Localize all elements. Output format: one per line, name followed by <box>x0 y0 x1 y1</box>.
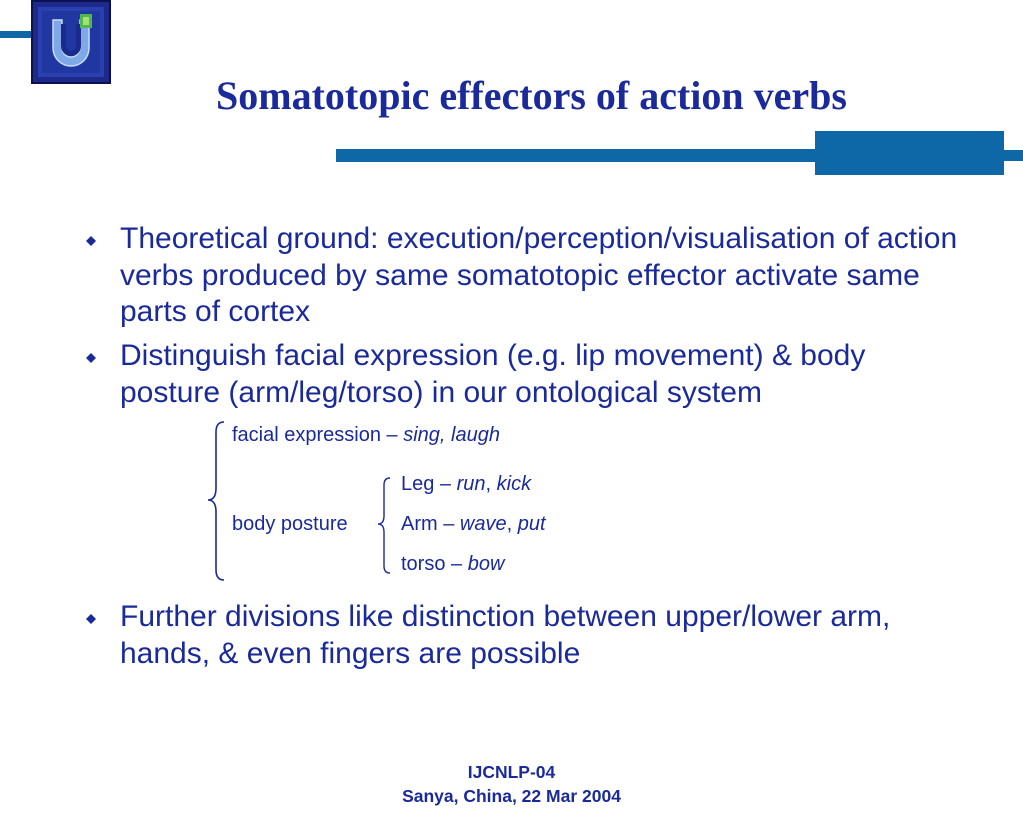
arm-example-1: wave <box>459 513 507 535</box>
torso-example-1: bow <box>467 553 505 575</box>
slide-footer <box>0 760 1023 808</box>
separator: , <box>506 513 518 535</box>
curly-brace-icon <box>204 420 228 582</box>
title-accent-block <box>815 131 1004 175</box>
leg-label: Leg <box>401 473 435 495</box>
facial-examples: sing, laugh <box>403 424 500 446</box>
torso-label: torso <box>401 553 446 575</box>
separator: , <box>485 473 497 495</box>
arm-example-2: put <box>517 513 546 535</box>
diamond-bullet-icon <box>83 611 99 627</box>
dash: – <box>380 424 404 446</box>
leg-example-1: run <box>456 473 486 495</box>
body-posture-label: body posture <box>232 513 348 535</box>
slide-title: Somatotopic effectors of action verbs <box>216 73 847 118</box>
diamond-bullet-icon <box>83 350 99 366</box>
diamond-bullet-icon <box>83 233 99 249</box>
arm-row <box>401 513 546 536</box>
facial-expression-row <box>232 424 500 447</box>
leg-example-2: kick <box>496 473 532 495</box>
bullet-text: Theoretical ground: execution/perception/visualisation of action verbs produced by same somatotopic effector activate same parts of cortex <box>120 222 958 328</box>
title-underline-bar <box>336 149 815 162</box>
dash: – <box>437 513 460 535</box>
curly-brace-small-icon <box>374 476 394 576</box>
bullet-text: Distinguish facial expression (e.g. lip movement) & body posture (arm/leg/torso) in our ontological system <box>120 339 866 409</box>
footer-conference: IJCNLP-04 <box>467 762 556 782</box>
torso-row <box>401 553 504 576</box>
footer-location-date: Sanya, China, 22 Mar 2004 <box>402 786 621 806</box>
bullet-text: Further divisions like distinction between upper/lower arm, hands, & even fingers are possible <box>120 600 891 670</box>
facial-expression-label: facial expression <box>232 424 381 446</box>
title-accent-tail <box>1004 150 1023 161</box>
arm-label: Arm <box>401 513 438 535</box>
dash: – <box>445 553 468 575</box>
leg-row <box>401 473 531 496</box>
dash: – <box>434 473 457 495</box>
